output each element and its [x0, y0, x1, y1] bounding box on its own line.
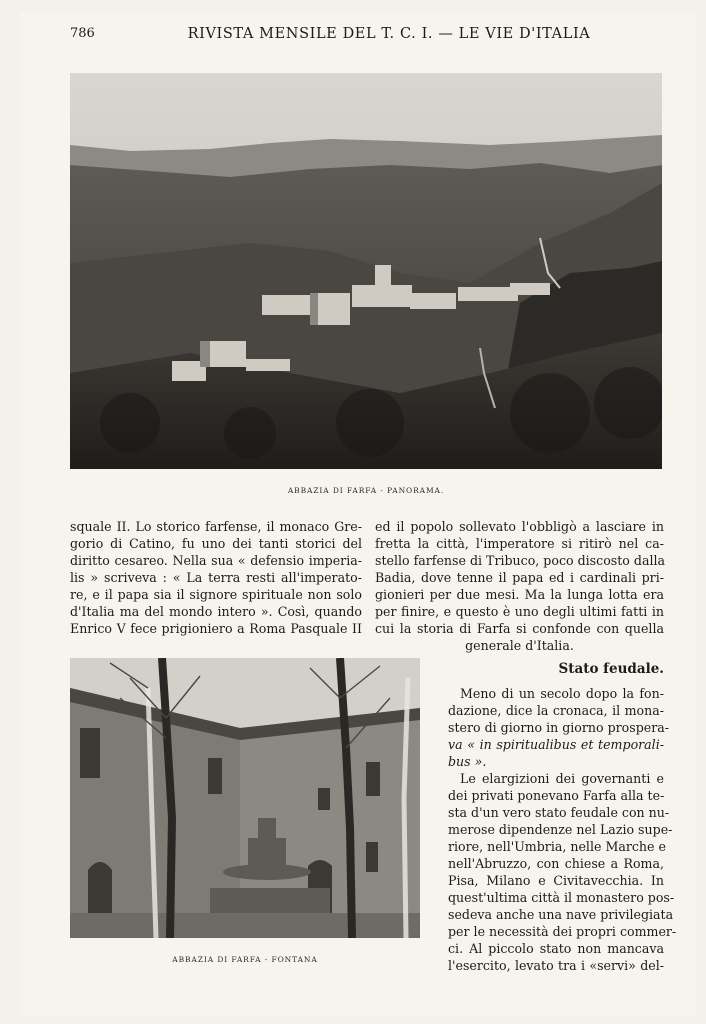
text-line: gionieri per due mesi. Ma la lunga lotta era: [375, 587, 664, 602]
text-line: ed il popolo sollevato l'obbligò a lasciare in: [375, 519, 664, 534]
bottom-photo-caption: ABBAZIA DI FARFA - FONTANA: [172, 955, 318, 964]
text-line: nell'Abruzzo, con chiese a Roma,: [448, 856, 664, 871]
text-line: squale II. Lo storico farfense, il monaco Gre-: [70, 519, 362, 534]
text-line: per le necessità dei propri commer-: [448, 924, 677, 939]
left-column-text: [70, 518, 362, 637]
text-line: stello farfense di Tribuco, poco discosto dalla: [375, 553, 666, 568]
text-line: quest'ultima città il monastero pos-: [448, 890, 675, 905]
text-line: d'Italia ma del mondo intero ». Così, quando: [70, 604, 362, 619]
text-line: sedeva anche una nave privilegiata: [448, 907, 674, 922]
text-line: merose dipendenze nel Lazio supe-: [448, 822, 673, 837]
text-line: generale d'Italia.: [465, 638, 574, 653]
text-line: va « in spiritualibus et temporali-: [448, 737, 664, 752]
text-line: dazione, dice la cronaca, il mona-: [448, 703, 664, 718]
abbey-fountain-photo: [70, 658, 420, 938]
text-line: Badia, dove tenne il papa ed i cardinali pri-: [375, 570, 664, 585]
section-heading: Stato feudale.: [558, 661, 664, 677]
text-line: Le elargizioni dei governanti e: [460, 771, 664, 786]
text-line: diritto cesareo. Nella sua « defensio imperia-: [70, 553, 362, 568]
page-number: 786: [70, 26, 95, 41]
text-line: Enrico V fece prigioniero a Roma Pasquale II: [70, 621, 362, 636]
text-line: gorio di Catino, fu uno dei tanti storici del: [70, 536, 362, 551]
text-line: riore, nell'Umbria, nelle Marche e: [448, 839, 666, 854]
text-line: sta d'un vero stato feudale con nu-: [448, 805, 670, 820]
text-line: Pisa, Milano e Civitavecchia. In: [448, 873, 664, 888]
top-photo-caption: ABBAZIA DI FARFA - PANORAMA.: [287, 486, 445, 495]
text-line: stero di giorno in giorno prospera-: [448, 720, 670, 735]
text-line: l'esercito, levato tra i «servi» del-: [448, 958, 664, 973]
side-column-text: [448, 685, 677, 974]
abbey-panorama-photo: [70, 73, 662, 469]
text-line: per finire, e questo è uno degli ultimi fatti in: [375, 604, 664, 619]
text-line: re, e il papa sia il signore spirituale non solo: [70, 587, 362, 602]
running-title: RIVISTA MENSILE DEL T. C. I. — LE VIE D'ITALIA: [187, 26, 591, 42]
text-line: lis » scriveva : « La terra resti all'imperato-: [70, 570, 362, 585]
text-line: Meno di un secolo dopo la fon-: [460, 686, 664, 701]
right-column-text: [375, 518, 664, 654]
text-line: dei privati ponevano Farfa alla te-: [448, 788, 665, 803]
text-line: ci. Al piccolo stato non mancava: [448, 941, 664, 956]
text-line: fretta la città, l'imperatore si ritirò nel ca-: [375, 536, 664, 551]
text-line: cui la storia di Farfa si confonde con quella: [375, 621, 664, 636]
text-line: bus ».: [448, 754, 487, 769]
